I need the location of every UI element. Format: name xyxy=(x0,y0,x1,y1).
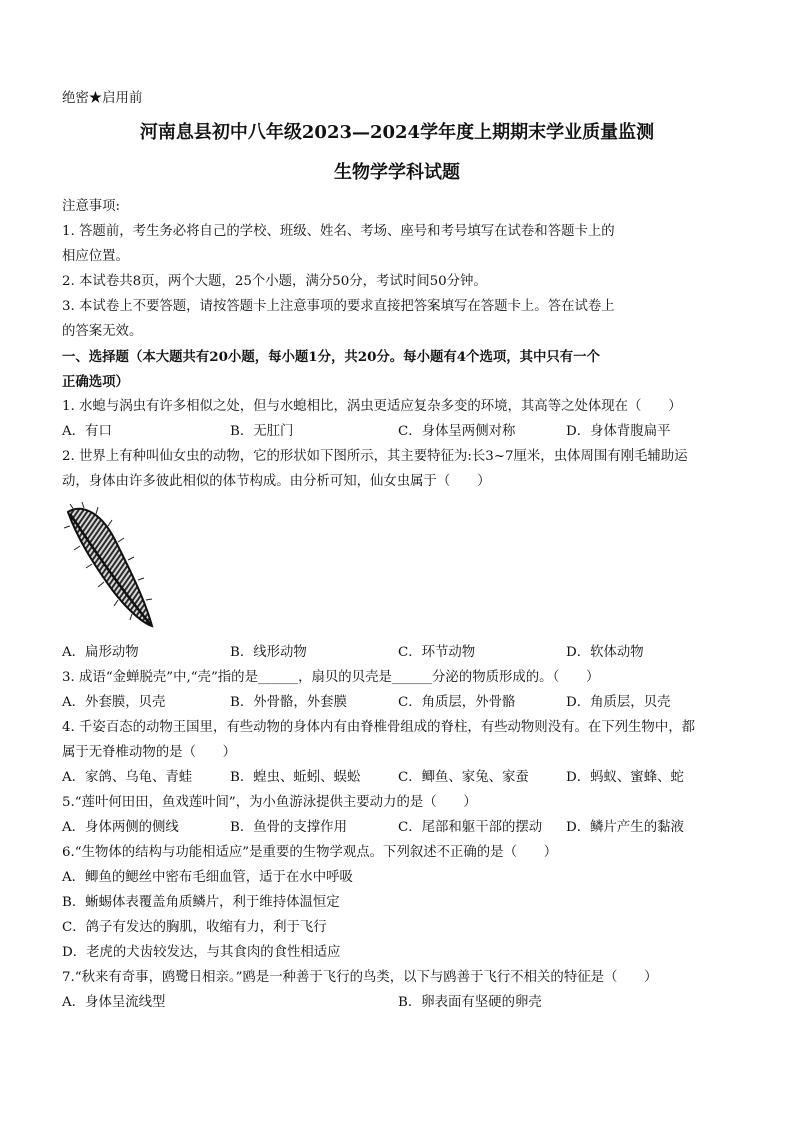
q6-option-d: D．老虎的犬齿较发达，与其食肉的食性相适应 xyxy=(62,945,341,960)
q4-stem-line-1: 4. 千姿百态的动物王国里，有些动物的身体内有由脊椎骨组成的脊柱，有些动物则没有。在下列生物中，都 xyxy=(62,720,695,735)
q1-option-b: B．无肛门 xyxy=(230,424,294,439)
q3-option-c: C．角质层，外骨骼 xyxy=(398,695,516,710)
q3-option-a: A．外套膜，贝壳 xyxy=(62,695,166,710)
note-1-line-1: 1. 答题前，考生务必将自己的学校、班级、姓名、考场、座号和考号填写在试卷和答题卡上的 xyxy=(62,224,615,239)
q4-option-c: C．鲫鱼、家兔、家蚕 xyxy=(398,770,529,785)
q5-stem: 5.“莲叶何田田，鱼戏莲叶间”，为小鱼游泳提供主要动力的是（ ） xyxy=(62,795,477,810)
section-heading-line-2: 正确选项） xyxy=(62,374,129,390)
note-2: 2. 本试卷共8页，两个大题，25个小题，满分50分，考试时间50分钟。 xyxy=(62,274,487,289)
q2-option-b: B．线形动物 xyxy=(230,645,307,660)
q7-option-a: A．身体呈流线型 xyxy=(62,995,166,1010)
q5-option-b: B．鱼骨的支撑作用 xyxy=(230,820,347,835)
q2-stem-line-1: 2. 世界上有种叫仙女虫的动物，它的形状如下图所示，其主要特征为:长3~7厘米，虫体周围有刚毛辅助运 xyxy=(62,449,688,464)
exam-title: 河南息县初中八年级2023—2024学年度上期期末学业质量监测 xyxy=(139,122,655,143)
q3-option-d: D．角质层，贝壳 xyxy=(566,695,671,710)
q1-option-a: A．有口 xyxy=(62,424,112,439)
q4-stem-line-2: 属于无脊椎动物的是（ ） xyxy=(62,745,237,760)
q1-option-c: C．身体呈两侧对称 xyxy=(398,424,516,439)
confidential-mark: 绝密★启用前 xyxy=(62,91,143,106)
q6-option-b: B．蜥蜴体表覆盖角质鳞片，利于维持体温恒定 xyxy=(62,895,340,910)
q6-option-a: A．鲫鱼的鳃丝中密布毛细血管，适于在水中呼吸 xyxy=(62,870,353,885)
q7-stem: 7.“秋来有奇事，鸥鹭日相亲。”鸥是一种善于飞行的鸟类，以下与鸥善于飞行不相关的特征是（ ） xyxy=(62,970,658,985)
q2-option-c: C．环节动物 xyxy=(398,645,476,660)
note-3-line-1: 3. 本试卷上不要答题，请按答题卡上注意事项的要求直接把答案填写在答题卡上。答在试卷上 xyxy=(62,299,615,314)
q2-option-d: D．软体动物 xyxy=(566,645,644,660)
q2-option-a: A．扁形动物 xyxy=(62,645,139,660)
q4-option-d: D．蚂蚁、蜜蜂、蛇 xyxy=(566,770,684,785)
fairy-worm-illustration-icon xyxy=(60,500,160,632)
q5-option-c: C．尾部和躯干部的摆动 xyxy=(398,820,543,835)
q3-stem: 3. 成语“金蝉脱壳”中,“壳”指的是______，扇贝的贝壳是______分泌的物质形成的。（ ） xyxy=(62,670,600,685)
notes-heading: 注意事项: xyxy=(62,199,121,214)
q5-option-a: A．身体两侧的侧线 xyxy=(62,820,179,835)
note-1-line-2: 相应位置。 xyxy=(62,249,129,264)
section-heading-line-1: 一、选择题（本大题共有20小题，每小题1分，共20分。每小题有4个选项，其中只有一个 xyxy=(62,349,600,365)
q6-option-c: C．鸽子有发达的胸肌，收缩有力，利于飞行 xyxy=(62,920,327,935)
exam-subtitle: 生物学学科试题 xyxy=(334,162,460,183)
q1-stem: 1. 水螅与涡虫有许多相似之处，但与水螅相比，涡虫更适应复杂多变的环境，其高等之处体现在（ ） xyxy=(62,399,682,414)
q2-stem-line-2: 动，身体由许多彼此相似的体节构成。由分析可知，仙女虫属于（ ） xyxy=(62,474,491,489)
q1-option-d: D．身体背腹扁平 xyxy=(566,424,671,439)
q4-option-a: A．家鸽、乌龟、青蛙 xyxy=(62,770,193,785)
note-3-line-2: 的答案无效。 xyxy=(62,324,143,339)
q3-option-b: B．外骨骼，外套膜 xyxy=(230,695,347,710)
q4-option-b: B．蝗虫、蚯蚓、蜈蚣 xyxy=(230,770,361,785)
q6-stem: 6.“生物体的结构与功能相适应”是重要的生物学观点。下列叙述不正确的是（ ） xyxy=(62,845,558,860)
q5-option-d: D．鳞片产生的黏液 xyxy=(566,820,684,835)
q7-option-b: B．卵表面有坚硬的卵壳 xyxy=(398,995,542,1010)
